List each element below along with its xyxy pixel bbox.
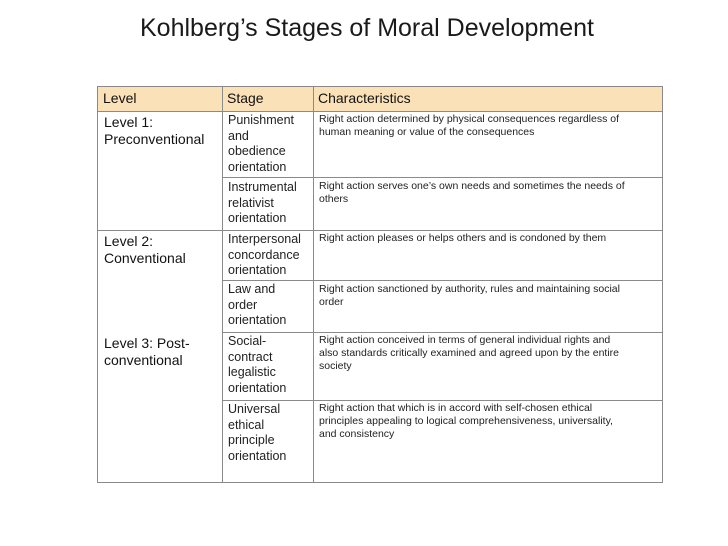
row-divider — [222, 332, 662, 333]
header-level: Level — [103, 90, 137, 106]
header-stage: Stage — [227, 90, 264, 106]
characteristics-cell: Right action pleases or helps others and is condoned by them — [319, 232, 607, 244]
slide-title: Kohlberg’s Stages of Moral Development — [140, 14, 594, 42]
stages-table — [97, 86, 663, 483]
column-divider — [222, 87, 223, 482]
stage-cell: Punishment and obedience orientation — [228, 113, 295, 174]
stage-cell: Law and order orientation — [228, 282, 287, 327]
row-divider — [222, 400, 662, 401]
characteristics-cell: Right action conceived in terms of general individual rights and also standards critically examined and agreed upon by the entire society — [319, 334, 620, 372]
stage-cell: Instrumental relativist orientation — [228, 180, 297, 225]
header-characteristics: Characteristics — [318, 90, 411, 106]
characteristics-cell: Right action that which is in accord with self-chosen ethical principles appealing to logical comprehensiveness, universality, and consistency — [319, 402, 613, 440]
characteristics-cell: Right action serves one’s own needs and sometimes the needs of others — [319, 180, 625, 205]
row-divider — [98, 230, 662, 231]
stage-cell: Interpersonal concordance orientation — [228, 232, 301, 277]
level-1-label: Level 1: Preconventional — [104, 114, 205, 147]
row-divider — [222, 280, 662, 281]
table-header-row — [98, 87, 662, 112]
level-3-label: Level 3: Post- conventional — [104, 335, 190, 368]
characteristics-cell: Right action sanctioned by authority, rules and maintaining social order — [319, 283, 620, 308]
row-divider — [222, 177, 662, 178]
stage-cell: Universal ethical principle orientation — [228, 402, 287, 463]
level-2-label: Level 2: Conventional — [104, 233, 186, 266]
stage-cell: Social- contract legalistic orientation — [228, 334, 287, 395]
characteristics-cell: Right action determined by physical consequences regardless of human meaning or value of the consequences — [319, 113, 620, 138]
